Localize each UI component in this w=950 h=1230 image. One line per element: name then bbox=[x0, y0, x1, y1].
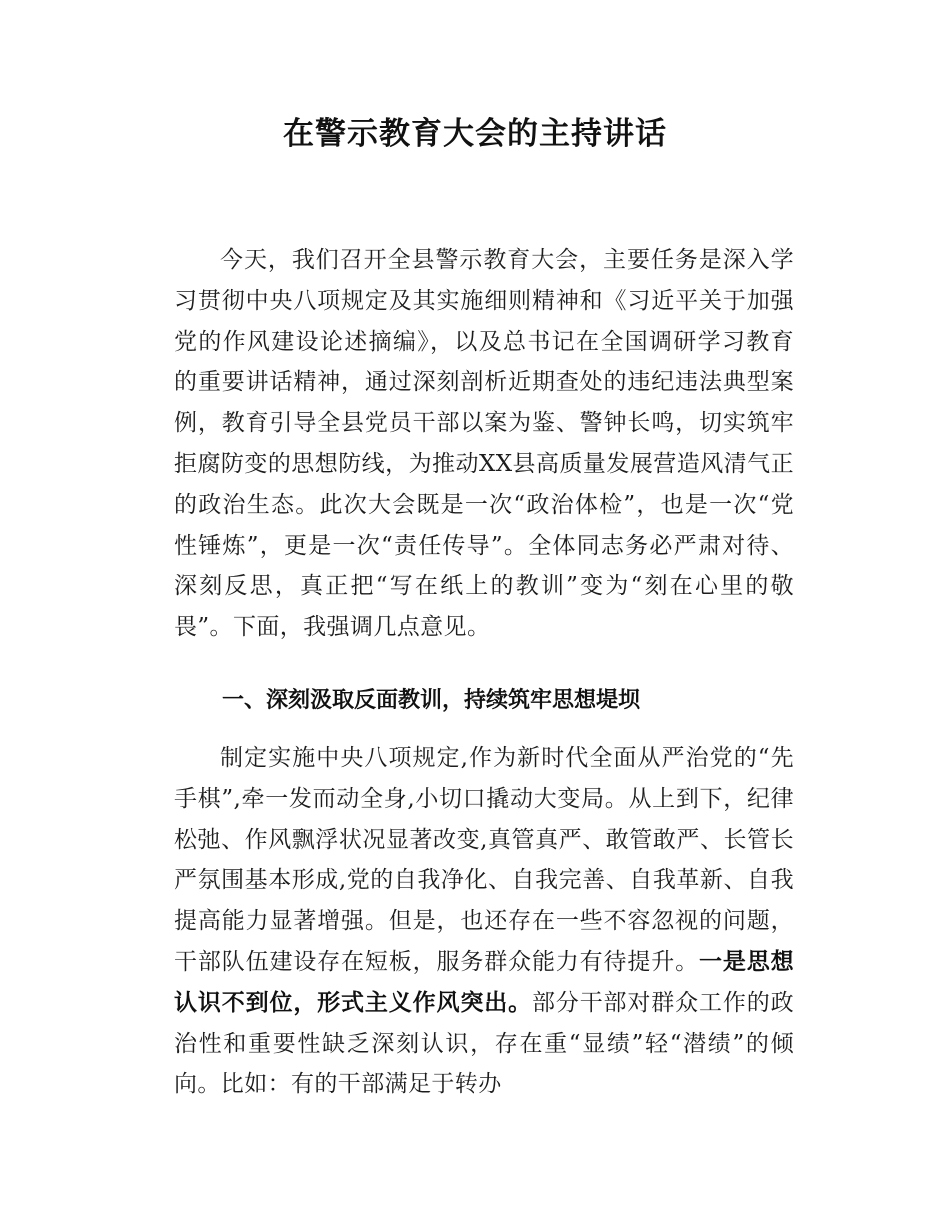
document-title: 在警示教育大会的主持讲话 bbox=[283, 116, 667, 152]
paragraph-text: 制定实施中央八项规定,作为新时代全面从严治党的“先手棋”,牵一发而动全身,小切口撬动大变局。从上到下，纪律松弛、作风飘浮状况显著改变,真管真严、敢管敢严、长管长严氛围基本形成,党的自我净化、自我完善、自我革新、自我提高能力显著增强。但是，也还存在一些不容忽视的问题，干部队伍建设存在短板，服务群众能力有待提升。 bbox=[174, 745, 794, 975]
paragraph-section-1 bbox=[174, 738, 794, 1105]
section-heading-1: 一、深刻汲取反面教训，持续筑牢思想堤坝 bbox=[222, 688, 641, 713]
paragraph-text: 部分干部对群众工作的政治性和重要性缺乏深刻认识，存在重“显绩”轻“潜绩”的倾向。比如：有的干部满足于转办 bbox=[174, 989, 795, 1098]
paragraph-intro: 今天，我们召开全县警示教育大会，主要任务是深入学习贯彻中央八项规定及其实施细则精神和《习近平关于加强党的作风建设论述摘编》，以及总书记在全国调研学习教育的重要讲话精神，通过深刻剖析近期查处的违纪违法典型案例，教育引导全县党员干部以案为鉴、警钟长鸣，切实筑牢拒腐防变的思想防线，为推动XX县高质量发展营造风清气正的政治生态。此次大会既是一次“政治体检”，也是一次“党性锤炼”，更是一次“责任传导”。全体同志务必严肃对待、深刻反思，真正把“写在纸上的教训”变为“刻在心里的敬畏”。下面，我强调几点意见。 bbox=[174, 247, 794, 641]
emphasis-point-1: 一是思想认识不到位，形式主义作风突出。 bbox=[174, 948, 794, 1016]
